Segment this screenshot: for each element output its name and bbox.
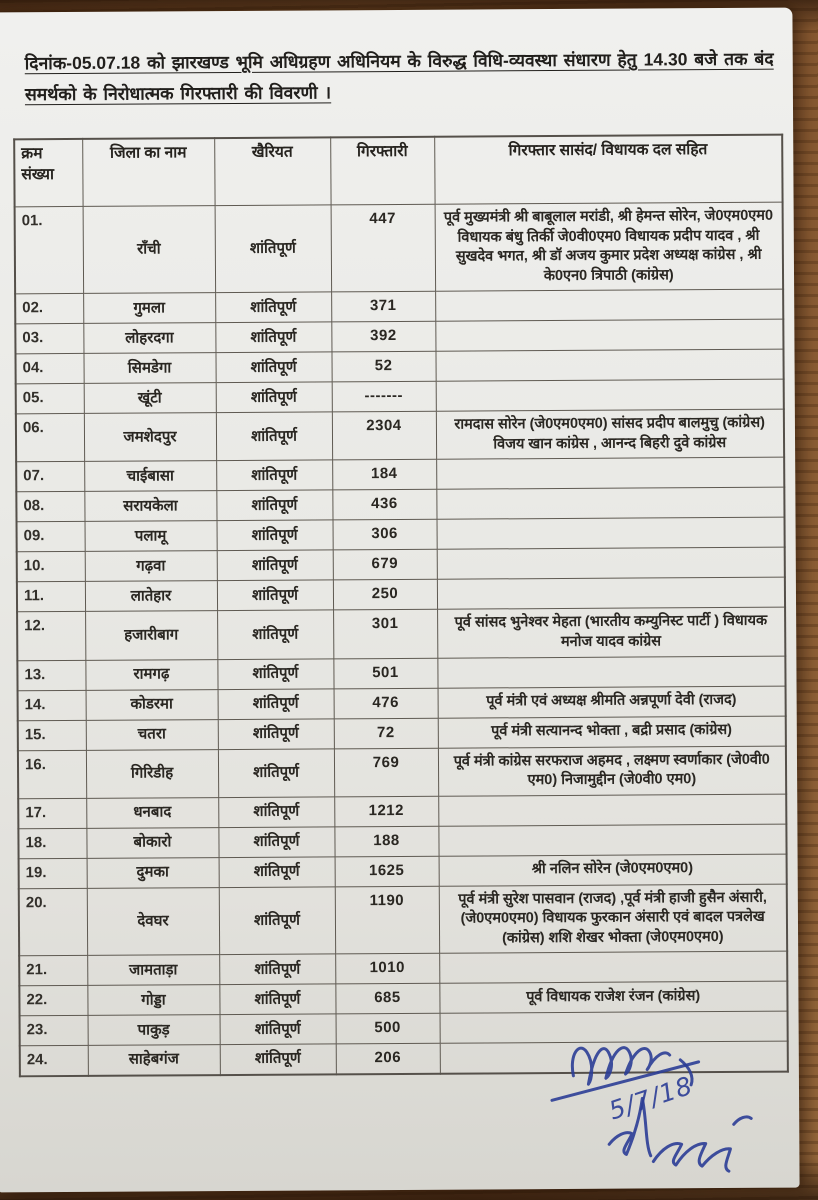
cell-district: जमशेदपुर — [84, 413, 216, 462]
cell-serial: 15. — [18, 720, 86, 750]
cell-district: देवघर — [87, 887, 219, 955]
handwritten-signature — [526, 1001, 794, 1200]
cell-serial: 02. — [15, 294, 83, 324]
cell-district: रामगढ़ — [85, 659, 217, 690]
cell-status: शांतिपूर्ण — [218, 797, 334, 828]
cell-leaders: पूर्व मंत्री कांग्रेस सरफराज अहमद , लक्ष्मण स्वर्णाकार (जे0वी0 एम0) निजामुद्दीन (जे0वी0 एम0) — [438, 746, 786, 796]
table-row — [15, 202, 784, 294]
table-row — [18, 686, 786, 721]
table-row — [16, 409, 784, 462]
table-row — [16, 379, 784, 414]
cell-status: शांतिपूर्ण — [215, 322, 331, 353]
cell-status: शांतिपूर्ण — [216, 412, 332, 461]
cell-arrests: 250 — [333, 580, 437, 611]
table-row — [18, 746, 786, 799]
table-row — [17, 656, 785, 691]
cell-arrests: ------- — [332, 382, 436, 413]
table-row — [17, 577, 785, 612]
cell-serial: 04. — [15, 354, 83, 384]
cell-status: शांतिपूर्ण — [220, 1044, 336, 1075]
cell-leaders — [436, 379, 784, 411]
cell-serial: 24. — [20, 1046, 88, 1076]
cell-status: शांतिपूर्ण — [216, 460, 332, 491]
table-row — [15, 289, 783, 324]
cell-arrests: 476 — [334, 688, 438, 719]
cell-status: शांतिपूर्ण — [218, 827, 334, 858]
cell-arrests: 371 — [331, 292, 435, 323]
cell-leaders: पूर्व मंत्री एवं अध्यक्ष श्रीमति अन्नपूर्णा देवी (राजद) — [438, 686, 786, 718]
cell-status: शांतिपूर्ण — [220, 1014, 336, 1045]
cell-district: सिमडेगा — [83, 353, 215, 384]
cell-leaders: पूर्व सांसद भुनेश्वर मेहता (भारतीय कम्युनिस्ट पार्टी ) विधायक मनोज यादव कांग्रेस — [437, 607, 785, 657]
cell-arrests: 1010 — [335, 954, 439, 985]
cell-leaders — [437, 547, 785, 579]
cell-leaders — [438, 794, 786, 826]
cell-arrests: 301 — [333, 610, 437, 659]
cell-arrests: 188 — [334, 826, 438, 857]
cell-leaders: श्री नलिन सोरेन (जे0एम0एम0) — [439, 854, 787, 886]
header-status: खैरियत — [214, 137, 330, 205]
cell-district: खूंटी — [84, 383, 216, 414]
table-row — [19, 981, 787, 1016]
cell-arrests: 769 — [334, 748, 438, 797]
table-row — [19, 884, 787, 956]
cell-serial: 03. — [15, 324, 83, 354]
cell-status: शांतिपूर्ण — [217, 520, 333, 551]
cell-district: गोड्डा — [87, 985, 219, 1016]
cell-arrests: 72 — [334, 718, 438, 749]
cell-status: शांतिपूर्ण — [218, 688, 334, 719]
cell-leaders — [437, 656, 785, 688]
cell-serial: 06. — [16, 414, 84, 463]
signature-date: 5/7/18 — [605, 1070, 697, 1126]
cell-arrests: 436 — [332, 490, 436, 521]
cell-district: सरायकेला — [84, 491, 216, 522]
cell-leaders — [435, 319, 783, 351]
cell-serial: 14. — [18, 690, 86, 720]
header-serial: क्रम संख्या — [14, 139, 82, 207]
cell-leaders: पूर्व मंत्री सत्यानन्द भोक्ता , बद्री प्रसाद (कांग्रेस) — [438, 716, 786, 748]
signature-scrawl-top — [570, 1038, 672, 1085]
table-row — [15, 349, 783, 384]
table-row — [16, 488, 784, 523]
cell-district: चतरा — [86, 719, 218, 750]
cell-arrests: 52 — [331, 352, 435, 383]
cell-arrests: 392 — [331, 322, 435, 353]
cell-serial: 12. — [17, 612, 85, 661]
cell-arrests: 1190 — [335, 886, 439, 954]
cell-serial: 10. — [17, 552, 85, 582]
table-row — [19, 951, 787, 986]
cell-serial: 11. — [17, 582, 85, 612]
cell-leaders — [437, 518, 785, 550]
table-row — [15, 319, 783, 354]
cell-arrests: 1212 — [334, 796, 438, 827]
cell-arrests: 2304 — [332, 412, 436, 461]
cell-arrests: 500 — [336, 1014, 440, 1045]
cell-leaders: पूर्व मंत्री सुरेश पासवान (राजद) ,पूर्व मंत्री हाजी हुसैन अंसारी,(जे0एम0एम0) विधायक फुरकान अंसारी एवं बादल पत्रलेख (कांग्रेस) शशि शेखर भोक्ता (जे0एम0एम0) — [439, 884, 787, 954]
cell-arrests: 447 — [331, 204, 436, 292]
cell-district: बोकारो — [86, 827, 218, 858]
cell-status: शांतिपूर्ण — [215, 205, 332, 293]
header-leaders: गिरफ्तार सासंद/ विधायक दल सहित — [434, 135, 782, 205]
cell-leaders — [437, 577, 785, 609]
cell-leaders — [435, 349, 783, 381]
cell-district: धनबाद — [86, 797, 218, 828]
header-district: जिला का नाम — [82, 138, 214, 206]
cell-status: शांतिपूर्ण — [215, 292, 331, 323]
cell-serial: 21. — [19, 956, 87, 986]
cell-status: शांतिपूर्ण — [218, 718, 334, 749]
signature-scrawl-bottom — [652, 1138, 733, 1180]
cell-status: शांतिपूर्ण — [217, 658, 333, 689]
signature-accent — [733, 1116, 752, 1124]
cell-district: हजारीबाग — [85, 611, 217, 660]
cell-serial: 23. — [20, 1016, 88, 1046]
document-paper — [0, 8, 800, 1193]
cell-district: लातेहार — [85, 581, 217, 612]
cell-serial: 13. — [17, 660, 85, 690]
cell-status: शांतिपूर्ण — [219, 887, 335, 955]
cell-arrests: 1625 — [335, 856, 439, 887]
table-header — [14, 135, 782, 207]
cell-district: पलामू — [85, 521, 217, 552]
cell-status: शांतिपूर्ण — [219, 954, 335, 985]
cell-district: जामताड़ा — [87, 955, 219, 986]
cell-leaders: पूर्व विधायक राजेश रंजन (कांग्रेस) — [439, 981, 787, 1013]
cell-district: पाकुड़ — [88, 1015, 220, 1046]
cell-arrests: 306 — [333, 520, 437, 551]
cell-district: गुमला — [83, 293, 215, 324]
table-row — [18, 824, 786, 859]
cell-leaders — [439, 951, 787, 983]
cell-leaders — [435, 289, 783, 321]
table-row — [17, 547, 785, 582]
cell-district: दुमका — [87, 857, 219, 888]
cell-arrests: 501 — [333, 658, 437, 689]
cell-district: राँची — [83, 206, 216, 294]
table-row — [18, 794, 786, 829]
cell-serial: 07. — [16, 462, 84, 492]
cell-district: चाईबासा — [84, 461, 216, 492]
cell-status: शांतिपूर्ण — [217, 610, 333, 659]
cell-district: साहेबगंज — [88, 1045, 220, 1076]
cell-serial: 22. — [19, 986, 87, 1016]
cell-serial: 01. — [15, 206, 84, 294]
cell-arrests: 206 — [336, 1044, 440, 1075]
cell-serial: 17. — [18, 798, 86, 828]
cell-serial: 16. — [18, 750, 86, 799]
header-arrests: गिरफ्तारी — [330, 137, 434, 205]
cell-leaders — [436, 458, 784, 490]
cell-serial: 05. — [16, 384, 84, 414]
cell-status: शांतिपूर्ण — [216, 382, 332, 413]
cell-district: कोडरमा — [86, 689, 218, 720]
document-title: दिनांक-05.07.18 को झारखण्ड भूमि अधिग्रहण अधिनियम के विरुद्ध विधि-व्यवस्था संधारण हेतु 14.30 बजे तक बंद समर्थको के निरोधात्मक गिरफ्तारी की विवरणी । — [24, 48, 774, 104]
cell-status: शांतिपूर्ण — [218, 748, 334, 797]
cell-status: शांतिपूर्ण — [217, 580, 333, 611]
cell-leaders: पूर्व मुख्यमंत्री श्री बाबूलाल मरांडी, श्री हेमन्त सोरेन, जे0एम0एम0 विधायक बंधु तिर्की जे0वी0एम0 विधायक प्रदीप यादव , श्री सुखदेव भगत, श्री डॉ अजय कुमार प्रदेश अध्यक्ष कांग्रेस , श्री के0एन0 त्रिपाठी (कांग्रेस) — [435, 202, 784, 291]
records-body — [15, 202, 788, 1076]
table-row — [19, 854, 787, 889]
table-row — [16, 458, 784, 493]
cell-district: गिरिडीह — [86, 749, 218, 798]
cell-status: शांतिपूर्ण — [217, 550, 333, 581]
cell-status: शांतिपूर्ण — [219, 857, 335, 888]
cell-leaders — [436, 488, 784, 520]
cell-district: लोहरदगा — [83, 323, 215, 354]
cell-arrests: 184 — [332, 460, 436, 491]
cell-status: शांतिपूर्ण — [219, 984, 335, 1015]
cell-leaders: रामदास सोरेन (जे0एम0एम0) सांसद प्रदीप बालमुचु (कांग्रेस) विजय खान कांग्रेस , आनन्द बिहरी दुवे कांग्रेस — [436, 409, 784, 459]
cell-arrests: 679 — [333, 550, 437, 581]
cell-serial: 20. — [19, 888, 87, 956]
cell-status: शांतिपूर्ण — [216, 490, 332, 521]
cell-leaders — [438, 824, 786, 856]
cell-district: गढ़वा — [85, 551, 217, 582]
table-row — [17, 607, 785, 660]
cell-status: शांतिपूर्ण — [215, 352, 331, 383]
cell-serial: 19. — [19, 858, 87, 888]
cell-arrests: 685 — [335, 984, 439, 1015]
cell-serial: 08. — [16, 492, 84, 522]
cell-serial: 09. — [17, 522, 85, 552]
cell-serial: 18. — [18, 828, 86, 858]
arrest-report-table — [13, 134, 789, 1077]
table-row — [18, 716, 786, 751]
table-row — [17, 518, 785, 553]
